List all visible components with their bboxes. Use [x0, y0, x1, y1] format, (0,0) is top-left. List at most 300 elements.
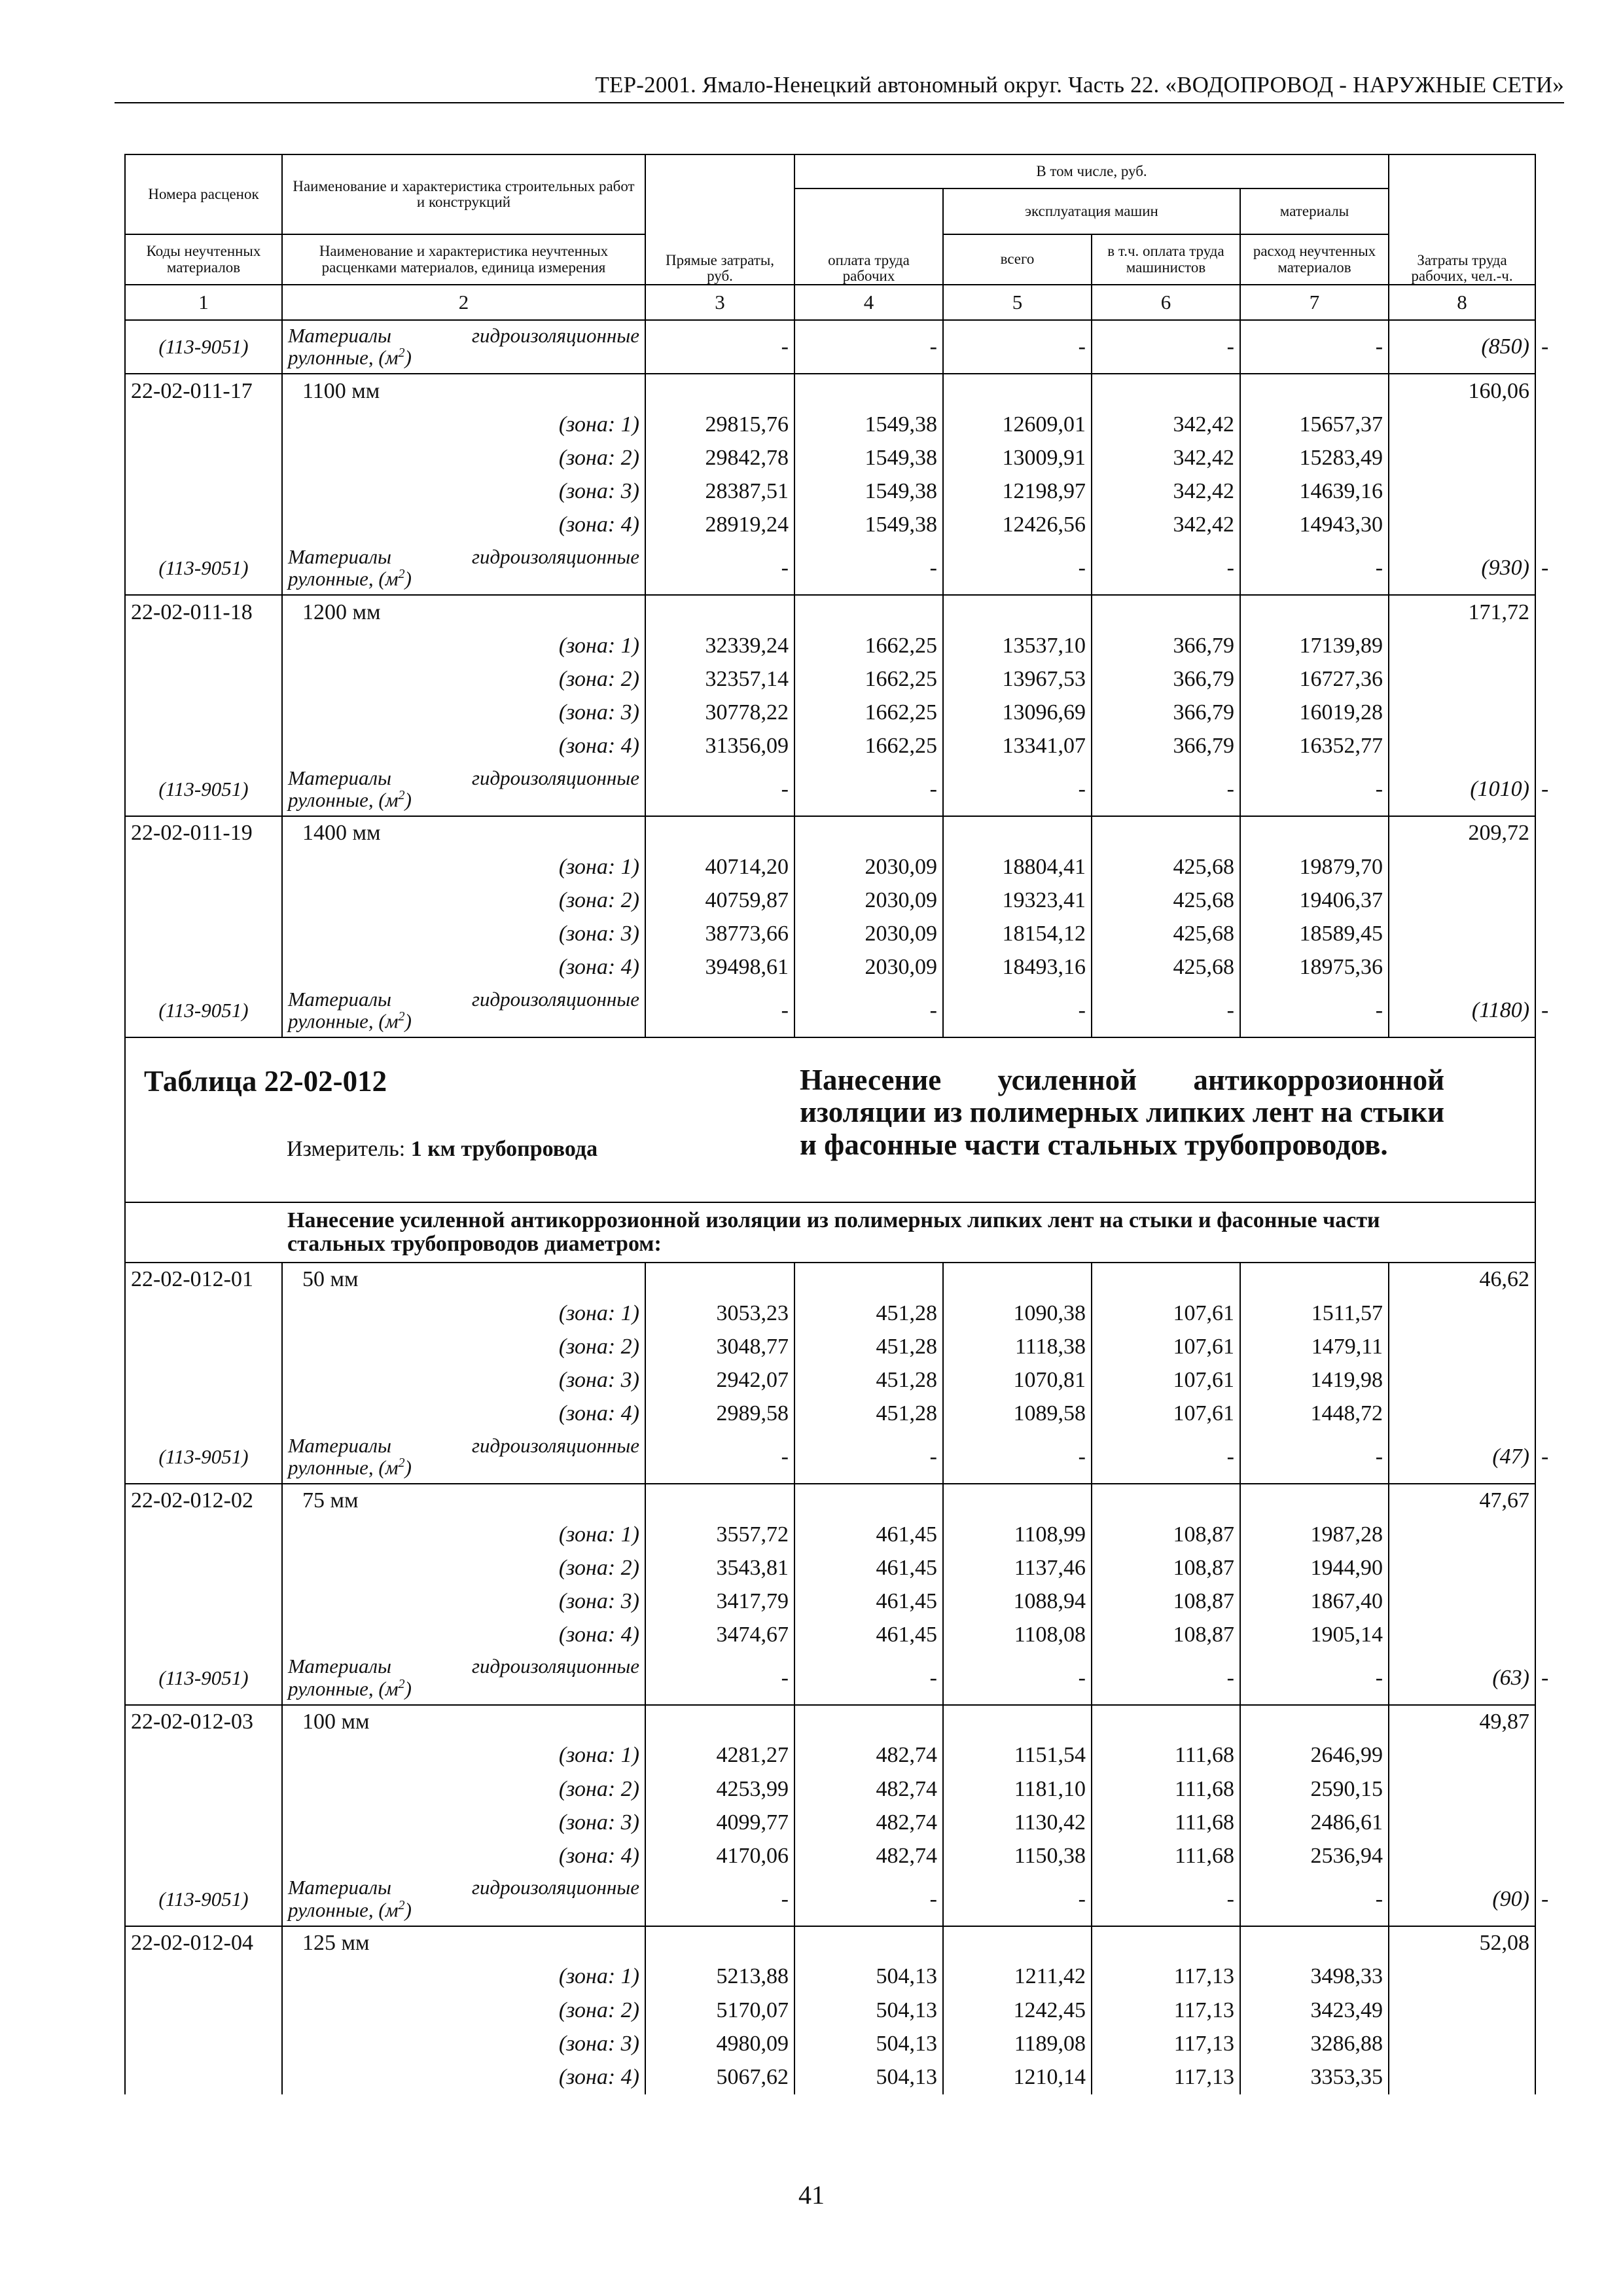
empty-cell	[125, 1994, 282, 2027]
empty-cell	[125, 1839, 282, 1873]
price-value: 425,68	[1092, 951, 1240, 984]
empty-cell	[125, 1772, 282, 1806]
empty-cell	[125, 2027, 282, 2060]
zone-label: (зона: 4)	[282, 951, 645, 984]
price-value: 107,61	[1092, 1363, 1240, 1397]
price-value: 13096,69	[943, 696, 1092, 730]
price-value: 1211,42	[943, 1960, 1092, 1994]
dash-cell: -	[794, 320, 943, 374]
price-value: 3286,88	[1240, 2027, 1389, 2060]
price-value: 111,68	[1092, 1739, 1240, 1772]
dash-cell: -	[1240, 1652, 1389, 1705]
empty-cell	[1389, 1397, 1535, 1431]
material-name-text: Материалы гидроизоляционные рулонные, (м	[288, 766, 639, 812]
rate-name: 1200 мм	[282, 595, 645, 629]
price-value: 366,79	[1092, 730, 1240, 763]
price-value: 3053,23	[645, 1297, 794, 1330]
zone-row	[125, 850, 1535, 884]
price-value: 29815,76	[645, 408, 794, 441]
price-value: 482,74	[794, 1772, 943, 1806]
price-value: 425,68	[1092, 884, 1240, 917]
empty-cell	[1389, 1551, 1535, 1585]
zone-row	[125, 884, 1535, 917]
empty-cell	[794, 1926, 943, 1960]
empty-cell	[125, 629, 282, 662]
zone-label: (зона: 3)	[282, 2027, 645, 2060]
price-value: 1419,98	[1240, 1363, 1389, 1397]
rate-code: 22-02-012-01	[125, 1263, 282, 1297]
column-number: 7	[1240, 285, 1389, 320]
empty-cell	[125, 696, 282, 730]
empty-cell	[125, 1619, 282, 1652]
price-value: 461,45	[794, 1585, 943, 1618]
price-value: 28919,24	[645, 509, 794, 542]
material-code: (113-9051)	[125, 984, 282, 1037]
empty-cell	[1389, 1739, 1535, 1772]
empty-cell	[943, 816, 1092, 850]
material-name-text: Материалы гидроизоляционные рулонные, (м	[288, 545, 639, 590]
price-value: 3423,49	[1240, 1994, 1389, 2027]
price-value: 1944,90	[1240, 1551, 1389, 1585]
header-c2-top: Наименование и характеристика строительных работ и конструкций	[282, 154, 645, 234]
price-value: 3543,81	[645, 1551, 794, 1585]
material-name: Материалы гидроизоляционные рулонные, $(м^2)$	[282, 1873, 645, 1926]
empty-cell	[125, 884, 282, 917]
empty-cell	[1389, 1585, 1535, 1618]
zone-label: (зона: 2)	[282, 884, 645, 917]
zone-label: (зона: 4)	[282, 1839, 645, 1873]
empty-cell	[1389, 1330, 1535, 1363]
material-qty: (90)	[1389, 1873, 1535, 1926]
price-value: 504,13	[794, 2060, 943, 2094]
zone-label: (зона: 3)	[282, 696, 645, 730]
price-value: 30778,22	[645, 696, 794, 730]
price-value: 3557,72	[645, 1518, 794, 1551]
price-value: 1090,38	[943, 1297, 1092, 1330]
table-title: Нанесение усиленной антикоррозионной изоляции из полимерных липких лент на стыки и фасонные части стальных трубопроводов.	[800, 1063, 1445, 1161]
price-value: 16727,36	[1240, 662, 1389, 696]
empty-cell	[125, 1960, 282, 1994]
price-value: 366,79	[1092, 629, 1240, 662]
price-value: 5067,62	[645, 2060, 794, 2094]
dash-cell: -	[645, 984, 794, 1037]
price-value: 461,45	[794, 1518, 943, 1551]
price-value: 13967,53	[943, 662, 1092, 696]
price-value: 2030,09	[794, 884, 943, 917]
empty-cell	[1389, 509, 1535, 542]
dash-cell: -	[1092, 1431, 1240, 1484]
column-number: 4	[794, 285, 943, 320]
price-value: 2590,15	[1240, 1772, 1389, 1806]
rate-name: 100 мм	[282, 1705, 645, 1739]
price-value: 12426,56	[943, 509, 1092, 542]
empty-cell	[125, 1551, 282, 1585]
price-value: 12609,01	[943, 408, 1092, 441]
rate-row	[125, 1263, 1535, 1297]
zone-row	[125, 1960, 1535, 1994]
rate-row	[125, 1484, 1535, 1518]
price-value: 2989,58	[645, 1397, 794, 1431]
price-value: 4170,06	[645, 1839, 794, 1873]
material-row: (113-9051) Материалы гидроизоляционные рулонные, $(м^2)$ - - - - - (930) -	[125, 542, 1535, 595]
price-value: 482,74	[794, 1739, 943, 1772]
dash-cell: -	[1092, 763, 1240, 816]
empty-cell	[125, 951, 282, 984]
header-c1-bottom: Коды неучтенных материалов	[125, 234, 282, 285]
empty-cell	[125, 2060, 282, 2094]
empty-cell	[1240, 374, 1389, 408]
price-value: 18493,16	[943, 951, 1092, 984]
zone-row	[125, 441, 1535, 475]
dash-cell: -	[645, 1431, 794, 1484]
price-value: 461,45	[794, 1551, 943, 1585]
material-code: (113-9051)	[125, 763, 282, 816]
zone-row	[125, 629, 1535, 662]
price-value: 4253,99	[645, 1772, 794, 1806]
price-value: 18804,41	[943, 850, 1092, 884]
empty-cell	[1092, 595, 1240, 629]
zone-label: (зона: 2)	[282, 662, 645, 696]
empty-cell	[943, 1705, 1092, 1739]
price-value: 1118,38	[943, 1330, 1092, 1363]
price-value: 1867,40	[1240, 1585, 1389, 1618]
rate-row	[125, 1926, 1535, 1960]
price-value: 28387,51	[645, 475, 794, 509]
header-c1-top: Номера расценок	[125, 154, 282, 234]
rate-row	[125, 374, 1535, 408]
price-value: 482,74	[794, 1806, 943, 1839]
zone-row	[125, 1551, 1535, 1585]
zone-label: (зона: 1)	[282, 1518, 645, 1551]
empty-cell	[125, 475, 282, 509]
empty-cell	[1092, 1263, 1240, 1297]
zone-row	[125, 951, 1535, 984]
material-name: Материалы гидроизоляционные рулонные, $(м^2)$	[282, 984, 645, 1037]
dash-cell: -	[1092, 320, 1240, 374]
price-value: 15283,49	[1240, 441, 1389, 475]
dash-cell: -	[943, 1652, 1092, 1705]
price-value: 16352,77	[1240, 730, 1389, 763]
price-value: 3048,77	[645, 1330, 794, 1363]
price-value: 504,13	[794, 1960, 943, 1994]
price-value: 2030,09	[794, 917, 943, 950]
column-number: 5	[943, 285, 1092, 320]
labor-value: 209,72	[1389, 816, 1535, 850]
empty-cell	[125, 730, 282, 763]
material-code: (113-9051)	[125, 1873, 282, 1926]
dash-cell: -	[645, 1652, 794, 1705]
empty-cell	[1389, 1297, 1535, 1330]
zone-row	[125, 1297, 1535, 1330]
empty-cell	[1389, 2027, 1535, 2060]
empty-cell	[1240, 816, 1389, 850]
price-value: 425,68	[1092, 850, 1240, 884]
price-value: 1210,14	[943, 2060, 1092, 2094]
material-code: (113-9051)	[125, 1431, 282, 1484]
price-value: 1242,45	[943, 1994, 1092, 2027]
empty-cell	[1389, 730, 1535, 763]
empty-cell	[1389, 2060, 1535, 2094]
table-section-right	[794, 1037, 1535, 1202]
price-value: 2646,99	[1240, 1739, 1389, 1772]
price-value: 107,61	[1092, 1297, 1240, 1330]
empty-cell	[645, 816, 794, 850]
rate-row	[125, 1705, 1535, 1739]
material-row: (113-9051) Материалы гидроизоляционные рулонные, $(м^2)$ - - - - - (90) -	[125, 1873, 1535, 1926]
price-value: 13341,07	[943, 730, 1092, 763]
zone-label: (зона: 3)	[282, 475, 645, 509]
material-name: Материалы гидроизоляционные рулонные, $(м^2)$	[282, 1431, 645, 1484]
empty-cell	[1389, 1806, 1535, 1839]
price-table	[124, 154, 1549, 2094]
group-title: Нанесение усиленной антикоррозионной изоляции из полимерных липких лент на стыки и фасонные части стальных трубопроводов диаметром:	[282, 1202, 1535, 1263]
column-number: 2	[282, 285, 645, 320]
column-number: 3	[645, 285, 794, 320]
material-code: (113-9051)	[125, 542, 282, 595]
price-value: 107,61	[1092, 1330, 1240, 1363]
price-value: 3474,67	[645, 1619, 794, 1652]
zone-row	[125, 509, 1535, 542]
header-machines: эксплуатация машин	[943, 188, 1240, 234]
price-value: 19323,41	[943, 884, 1092, 917]
rate-row	[125, 595, 1535, 629]
empty-cell	[1389, 662, 1535, 696]
empty-cell	[1240, 1705, 1389, 1739]
price-value: 111,68	[1092, 1772, 1240, 1806]
empty-cell	[125, 441, 282, 475]
rate-name: 75 мм	[282, 1484, 645, 1518]
price-value: 1511,57	[1240, 1297, 1389, 1330]
zone-label: (зона: 1)	[282, 1739, 645, 1772]
material-code: (113-9051)	[125, 1652, 282, 1705]
empty-cell	[1389, 441, 1535, 475]
rate-row	[125, 816, 1535, 850]
price-value: 40759,87	[645, 884, 794, 917]
price-value: 14639,16	[1240, 475, 1389, 509]
material-name: Материалы гидроизоляционные рулонные, $(м^2)$	[282, 542, 645, 595]
dash-cell: -	[794, 1873, 943, 1926]
price-value: 4980,09	[645, 2027, 794, 2060]
empty-cell	[125, 1518, 282, 1551]
empty-cell	[645, 1705, 794, 1739]
empty-cell	[125, 1363, 282, 1397]
labor-value: 160,06	[1389, 374, 1535, 408]
empty-cell	[125, 1297, 282, 1330]
price-value: 19406,37	[1240, 884, 1389, 917]
empty-cell	[794, 374, 943, 408]
zone-label: (зона: 4)	[282, 2060, 645, 2094]
price-value: 4281,27	[645, 1739, 794, 1772]
dash-cell: -	[794, 763, 943, 816]
zone-row	[125, 2027, 1535, 2060]
zone-label: (зона: 2)	[282, 1772, 645, 1806]
price-value: 1662,25	[794, 730, 943, 763]
empty-cell	[1092, 1926, 1240, 1960]
price-value: 1151,54	[943, 1739, 1092, 1772]
price-value: 13009,91	[943, 441, 1092, 475]
dash-cell: -	[943, 984, 1092, 1037]
price-value: 108,87	[1092, 1551, 1240, 1585]
dash-cell: -	[943, 1431, 1092, 1484]
labor-value: 52,08	[1389, 1926, 1535, 1960]
empty-cell	[125, 850, 282, 884]
price-value: 32357,14	[645, 662, 794, 696]
zone-row	[125, 1806, 1535, 1839]
empty-cell	[1389, 884, 1535, 917]
zone-row	[125, 475, 1535, 509]
rate-code: 22-02-011-17	[125, 374, 282, 408]
empty-cell	[1092, 1484, 1240, 1518]
price-value: 425,68	[1092, 917, 1240, 950]
price-value: 451,28	[794, 1363, 943, 1397]
header-c8: Затраты труда рабочих, чел.-ч.	[1389, 154, 1535, 285]
empty-cell	[943, 374, 1092, 408]
material-qty: (63)	[1389, 1652, 1535, 1705]
price-value: 504,13	[794, 1994, 943, 2027]
price-value: 342,42	[1092, 408, 1240, 441]
material-name-text: Материалы гидроизоляционные рулонные, (м	[288, 1433, 639, 1479]
price-value: 1549,38	[794, 475, 943, 509]
price-value: 1150,38	[943, 1839, 1092, 1873]
price-value: 5170,07	[645, 1994, 794, 2027]
price-value: 117,13	[1092, 2027, 1240, 2060]
empty-cell	[125, 1585, 282, 1618]
zone-row	[125, 408, 1535, 441]
price-value: 1479,11	[1240, 1330, 1389, 1363]
price-value: 18589,45	[1240, 917, 1389, 950]
rate-name: 50 мм	[282, 1263, 645, 1297]
dash-cell: -	[1240, 320, 1389, 374]
column-number: 1	[125, 285, 282, 320]
empty-cell	[1389, 951, 1535, 984]
dash-cell: -	[794, 1652, 943, 1705]
zone-row	[125, 1330, 1535, 1363]
price-value: 5213,88	[645, 1960, 794, 1994]
zone-label: (зона: 1)	[282, 629, 645, 662]
price-value: 107,61	[1092, 1397, 1240, 1431]
zone-row	[125, 696, 1535, 730]
empty-cell	[645, 374, 794, 408]
price-value: 451,28	[794, 1297, 943, 1330]
empty-cell	[1240, 1926, 1389, 1960]
price-value: 111,68	[1092, 1839, 1240, 1873]
zone-label: (зона: 2)	[282, 1330, 645, 1363]
price-value: 16019,28	[1240, 696, 1389, 730]
empty-cell	[1389, 1619, 1535, 1652]
dash-cell: -	[1240, 1431, 1389, 1484]
zone-row	[125, 917, 1535, 950]
price-value: 18154,12	[943, 917, 1092, 950]
price-value: 342,42	[1092, 509, 1240, 542]
empty-cell	[794, 1705, 943, 1739]
empty-cell	[645, 1263, 794, 1297]
empty-cell	[125, 408, 282, 441]
measure-line	[131, 1134, 789, 1162]
empty-cell	[1389, 1518, 1535, 1551]
labor-value: 47,67	[1389, 1484, 1535, 1518]
header-materials: материалы	[1240, 188, 1389, 234]
price-value: 1905,14	[1240, 1619, 1389, 1652]
material-name: Материалы гидроизоляционные рулонные, $(м^2)$	[282, 1652, 645, 1705]
price-value: 12198,97	[943, 475, 1092, 509]
empty-cell	[794, 1484, 943, 1518]
empty-cell	[125, 1397, 282, 1431]
price-value: 1662,25	[794, 662, 943, 696]
zone-label: (зона: 2)	[282, 1551, 645, 1585]
empty-cell	[645, 595, 794, 629]
zone-label: (зона: 4)	[282, 1397, 645, 1431]
price-value: 2536,94	[1240, 1839, 1389, 1873]
empty-cell	[125, 1330, 282, 1363]
material-row: (113-9051) Материалы гидроизоляционные рулонные, $(м^2)$ - - - - - (47) -	[125, 1431, 1535, 1484]
price-value: 15657,37	[1240, 408, 1389, 441]
table-label: Таблица 22-02-012	[144, 1064, 387, 1098]
empty-cell	[1389, 917, 1535, 950]
empty-cell	[1389, 408, 1535, 441]
dash-cell: -	[794, 984, 943, 1037]
price-value: 3498,33	[1240, 1960, 1389, 1994]
price-value: 17139,89	[1240, 629, 1389, 662]
rate-code: 22-02-011-18	[125, 595, 282, 629]
header-c2-bottom: Наименование и характеристика неучтенных расценками материалов, единица измерения	[282, 234, 645, 285]
empty-cell	[125, 662, 282, 696]
zone-row	[125, 1585, 1535, 1618]
dash-cell: -	[1240, 542, 1389, 595]
empty-cell	[1092, 1705, 1240, 1739]
price-value: 366,79	[1092, 696, 1240, 730]
price-value: 504,13	[794, 2027, 943, 2060]
dash-cell: -	[943, 763, 1092, 816]
rate-name: 125 мм	[282, 1926, 645, 1960]
dash-cell: -	[794, 1431, 943, 1484]
zone-row	[125, 1363, 1535, 1397]
material-name-text: Материалы гидроизоляционные рулонные, (м	[288, 1655, 639, 1700]
price-value: 108,87	[1092, 1619, 1240, 1652]
price-value: 2030,09	[794, 850, 943, 884]
price-value: 1549,38	[794, 408, 943, 441]
dash-cell: -	[943, 542, 1092, 595]
material-qty: (47)	[1389, 1431, 1535, 1484]
price-value: 1130,42	[943, 1806, 1092, 1839]
rate-name: 1400 мм	[282, 816, 645, 850]
price-value: 40714,20	[645, 850, 794, 884]
price-value: 1189,08	[943, 2027, 1092, 2060]
zone-label: (зона: 2)	[282, 1994, 645, 2027]
material-name-text: Материалы гидроизоляционные рулонные, (м	[288, 323, 639, 369]
header-c3: Прямые затраты, руб.	[645, 154, 794, 285]
price-value: 1070,81	[943, 1363, 1092, 1397]
zone-row	[125, 1772, 1535, 1806]
dash-cell: -	[943, 320, 1092, 374]
empty-cell	[1240, 1484, 1389, 1518]
rate-name: 1100 мм	[282, 374, 645, 408]
zone-label: (зона: 4)	[282, 730, 645, 763]
header-c4: оплата труда рабочих	[794, 188, 943, 285]
empty-cell	[1240, 1263, 1389, 1297]
zone-row	[125, 1397, 1535, 1431]
price-value: 451,28	[794, 1397, 943, 1431]
column-number: 8	[1389, 285, 1535, 320]
material-name-text: Материалы гидроизоляционные рулонные, (м	[288, 987, 639, 1033]
price-value: 2030,09	[794, 951, 943, 984]
empty-cell	[1389, 1994, 1535, 2027]
empty-cell	[943, 1484, 1092, 1518]
empty-cell	[1092, 374, 1240, 408]
zone-row	[125, 730, 1535, 763]
price-value: 108,87	[1092, 1518, 1240, 1551]
price-value: 117,13	[1092, 1994, 1240, 2027]
dash-cell: -	[1240, 1873, 1389, 1926]
